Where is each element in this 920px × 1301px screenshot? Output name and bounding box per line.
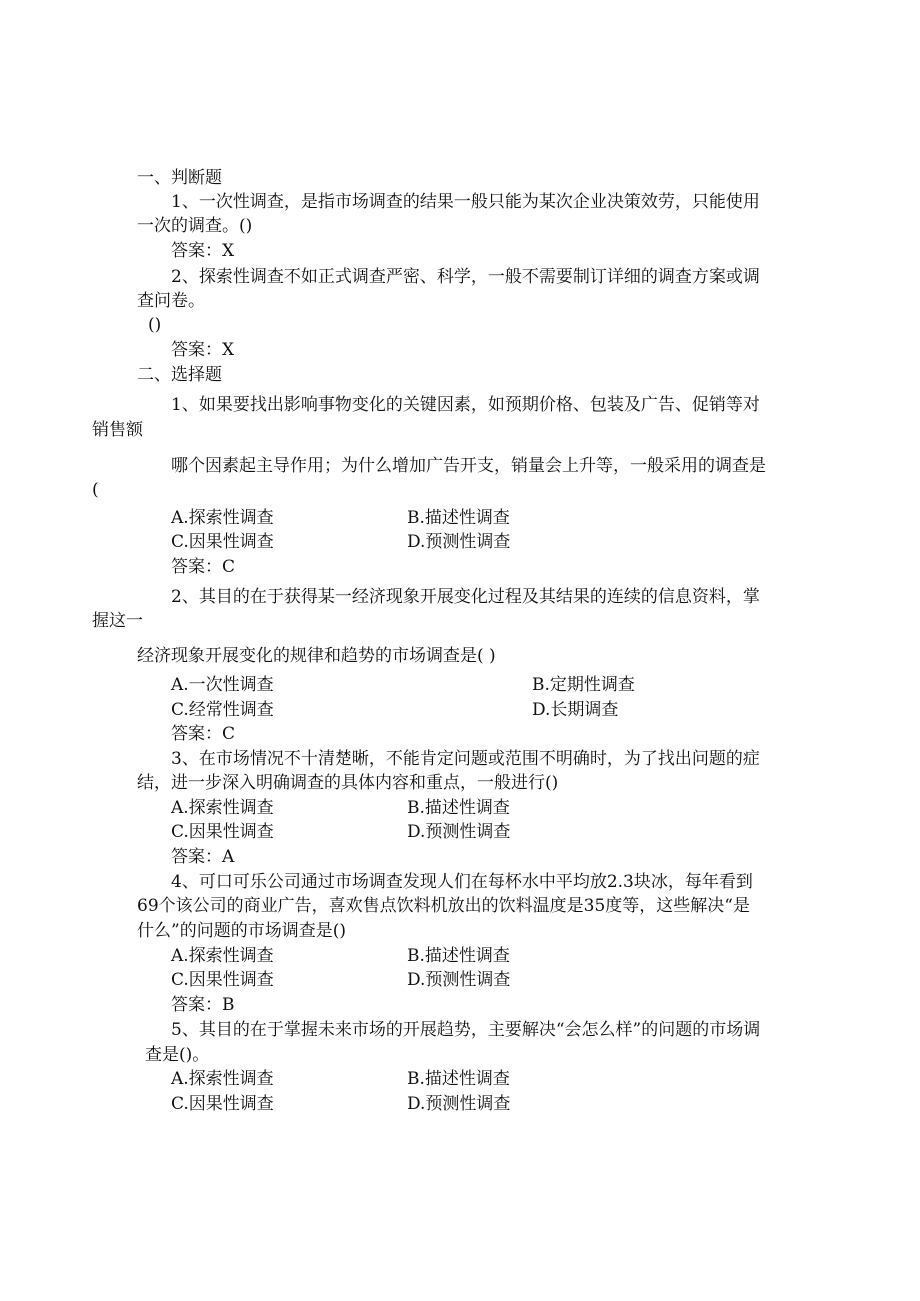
choice-q3-option-c: C.因果性调查 (171, 822, 274, 842)
choice-q2-line2: 握这一 (92, 611, 143, 631)
choice-q4-option-b: B.描述性调查 (407, 946, 510, 966)
section-heading-judgement: 一、判断题 (137, 168, 222, 188)
choice-q4-option-a: A.探索性调查 (171, 946, 274, 966)
choice-q3-option-b: B.描述性调查 (407, 798, 510, 818)
choice-q2-option-c: C.经常性调查 (171, 700, 274, 720)
choice-q1-option-a: A.探索性调查 (171, 508, 274, 528)
choice-q5-option-a: A.探索性调查 (171, 1069, 274, 1089)
choice-q4-answer: 答案：B (171, 995, 235, 1015)
choice-q2-option-d: D.长期调查 (532, 700, 619, 720)
choice-q5-line1: 5、其目的在于掌握未来市场的开展趋势，主要解决“会怎么样”的问题的市场调 (171, 1020, 761, 1040)
choice-q1-answer: 答案：C (171, 557, 236, 577)
judgement-q2-answer: 答案：X (171, 340, 235, 360)
judgement-q1-line1: 1、一次性调查，是指市场调查的结果一般只能为某次企业决策效劳，只能使用 (171, 192, 760, 212)
choice-q5-option-c: C.因果性调查 (171, 1094, 274, 1114)
choice-q1-line1: 1、如果要找出影响事物变化的关键因素，如预期价格、包装及广告、促销等对 (171, 395, 760, 415)
choice-q3-option-a: A.探索性调查 (171, 798, 274, 818)
judgement-q1-line2: 一次的调查。() (137, 216, 253, 236)
choice-q1-line3: 哪个因素起主导作用；为什么增加广告开支，销量会上升等，一般采用的调查是 (171, 456, 766, 476)
choice-q3-answer: 答案：A (171, 847, 235, 867)
choice-q1-option-d: D.预测性调查 (407, 532, 511, 552)
choice-q1-line4: ( (92, 480, 99, 500)
choice-q2-option-b: B.定期性调查 (532, 675, 635, 695)
section-heading-choice: 二、选择题 (137, 365, 222, 385)
choice-q2-option-a: A.一次性调查 (171, 675, 274, 695)
choice-q4-option-d: D.预测性调查 (407, 970, 511, 990)
choice-q4-line2: 69个该公司的商业广告，喜欢售点饮料机放出的饮料温度是35度等，这些解决“是 (137, 896, 750, 916)
choice-q3-option-d: D.预测性调查 (407, 822, 511, 842)
choice-q2-line3: 经济现象开展变化的规律和趋势的市场调查是( ) (137, 646, 496, 666)
choice-q5-option-d: D.预测性调查 (407, 1094, 511, 1114)
choice-q4-line3: 什么”的问题的市场调查是() (137, 921, 346, 941)
choice-q4-option-c: C.因果性调查 (171, 970, 274, 990)
choice-q1-line2: 销售额 (92, 420, 143, 440)
choice-q5-option-b: B.描述性调查 (407, 1069, 510, 1089)
choice-q1-option-c: C.因果性调查 (171, 532, 274, 552)
choice-q3-line1: 3、在市场情况不十清楚晰，不能肯定问题或范围不明确时，为了找出问题的症 (171, 749, 760, 769)
choice-q2-answer: 答案：C (171, 724, 236, 744)
choice-q3-line2: 结，进一步深入明确调查的具体内容和重点，一般进行() (137, 773, 559, 793)
judgement-q1-answer: 答案：X (171, 241, 235, 261)
judgement-q2-line3: () (148, 315, 162, 335)
judgement-q2-line2: 查问卷。 (137, 291, 205, 311)
choice-q4-line1: 4、可口可乐公司通过市场调查发现人们在每杯水中平均放2.3块冰，每年看到 (171, 872, 753, 892)
choice-q2-line1: 2、其目的在于获得某一经济现象开展变化过程及其结果的连续的信息资料，掌 (171, 587, 760, 607)
choice-q1-option-b: B.描述性调查 (407, 508, 510, 528)
choice-q5-line2: 查是()。 (145, 1045, 210, 1065)
judgement-q2-line1: 2、探索性调查不如正式调查严密、科学，一般不需要制订详细的调查方案或调 (171, 267, 760, 287)
